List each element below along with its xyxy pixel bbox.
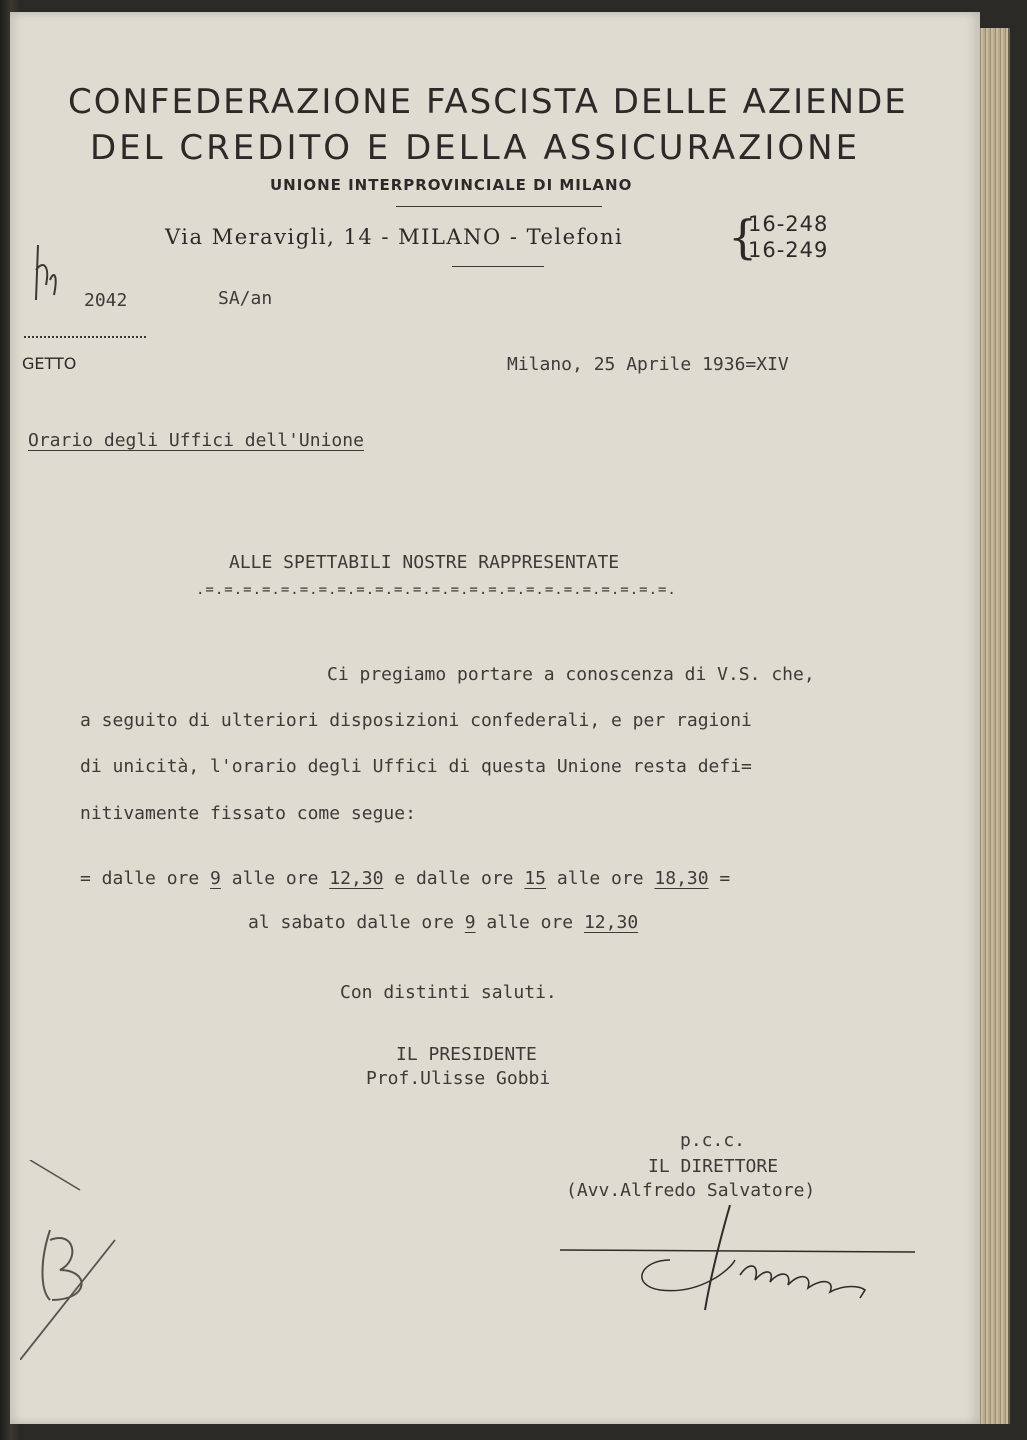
page-edges xyxy=(978,28,1010,1424)
letterhead-rule-2 xyxy=(452,266,544,267)
president-title: IL PRESIDENTE xyxy=(396,1044,537,1065)
schedule-text: alle ore xyxy=(220,868,330,889)
schedule-text: alle ore xyxy=(475,912,584,933)
schedule-text: e dalle ore xyxy=(383,868,525,889)
schedule-hour: 18,30 xyxy=(654,868,709,889)
director-name: (Avv.Alfredo Salvatore) xyxy=(566,1180,816,1201)
letter-date: Milano, 25 Aprile 1936=XIV xyxy=(507,354,789,375)
letterhead-rule-1 xyxy=(396,206,602,207)
pen-mark-icon xyxy=(28,240,68,320)
separator-line: .=.=.=.=.=.=.=.=.=.=.=.=.=.=.=.=.=.=.=.=.=.=.=.=.=. xyxy=(196,582,677,598)
protocol-number: 2042 xyxy=(84,290,128,311)
schedule-text: = dalle ore xyxy=(80,868,211,889)
oggetto-label: GETTO xyxy=(22,354,77,373)
brace-icon: { xyxy=(728,210,758,264)
director-signature xyxy=(560,1200,920,1320)
phone-1: 16-248 xyxy=(748,212,829,236)
paragraph-line-2: a seguito di ulteriori disposizioni confederali, e per ragioni xyxy=(80,710,752,731)
paragraph-line-3: di unicità, l'orario degli Uffici di questa Unione resta defi= xyxy=(80,756,752,777)
initials: SA/an xyxy=(218,288,273,309)
closing: Con distinti saluti. xyxy=(340,982,557,1003)
org-name-line2: DEL CREDITO E DELLA ASSICURAZIONE xyxy=(90,128,861,168)
director-title: IL DIRETTORE xyxy=(648,1156,779,1177)
pencil-annotation-icon xyxy=(20,1160,130,1360)
org-name-line1: CONFEDERAZIONE FASCISTA DELLE AZIENDE xyxy=(68,82,908,122)
schedule-text: alle ore xyxy=(546,868,655,889)
schedule-hour: 12,30 xyxy=(329,868,384,889)
phone-2: 16-249 xyxy=(748,238,829,262)
president-name: Prof.Ulisse Gobbi xyxy=(366,1068,551,1089)
pcc: p.c.c. xyxy=(680,1130,746,1151)
schedule-text: al sabato dalle ore xyxy=(248,912,465,933)
letter-subject: Orario degli Uffici dell'Unione xyxy=(28,430,364,451)
schedule-hour: 9 xyxy=(464,912,476,933)
paragraph-line-4: nitivamente fissato come segue: xyxy=(80,803,416,824)
addressee: ALLE SPETTABILI NOSTRE RAPPRESENTATE xyxy=(229,552,620,573)
schedule-text: = xyxy=(708,868,731,889)
oggetto-rule xyxy=(24,336,148,338)
schedule-hour: 15 xyxy=(524,868,547,889)
schedule-hour: 12,30 xyxy=(583,912,639,933)
paragraph-line-1: Ci pregiamo portare a conoscenza di V.S. che, xyxy=(327,664,815,685)
schedule-saturday xyxy=(248,912,638,933)
schedule-weekdays xyxy=(80,868,730,889)
org-unit: UNIONE INTERPROVINCIALE DI MILANO xyxy=(270,176,633,194)
schedule-hour: 9 xyxy=(210,868,221,889)
org-address: Via Meravigli, 14 - MILANO - Telefoni xyxy=(165,225,624,249)
